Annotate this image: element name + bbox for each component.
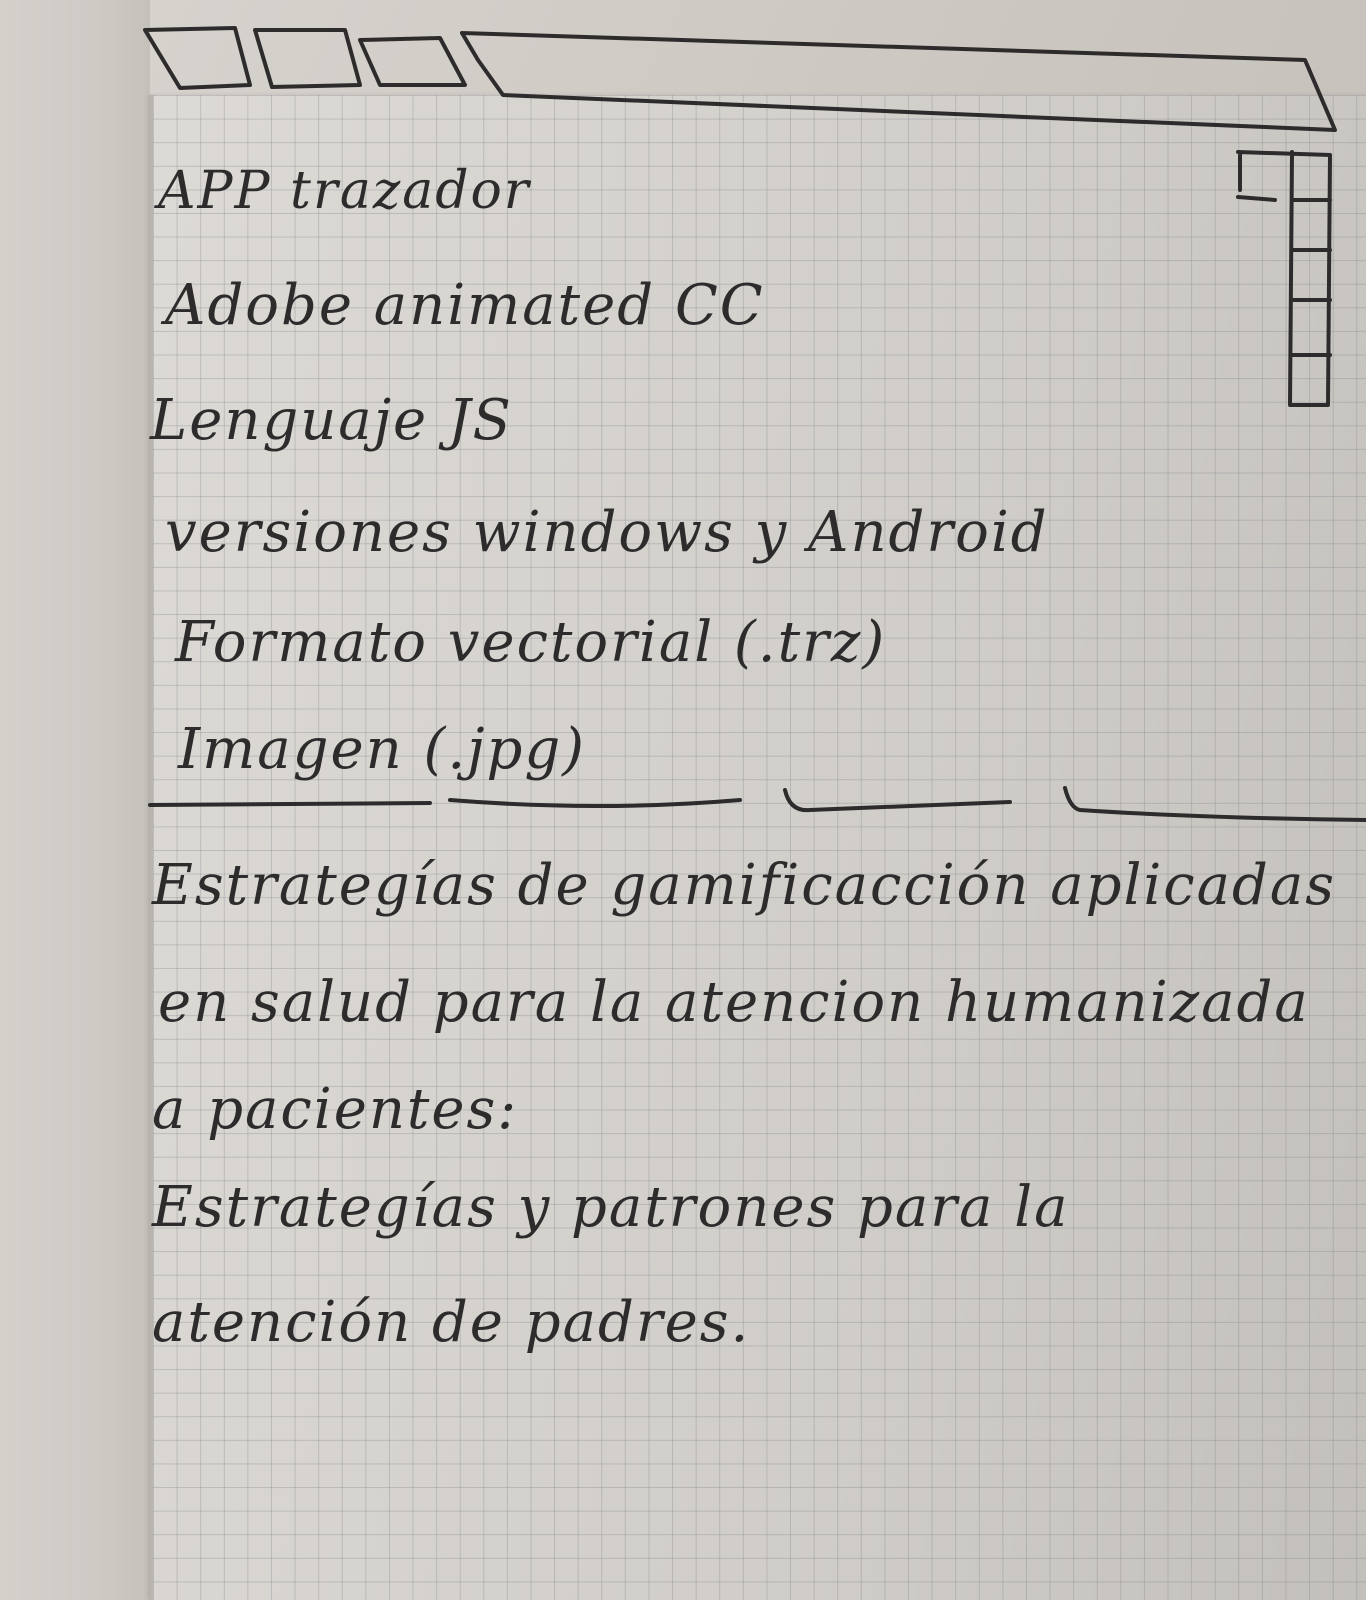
- sketch-tab-1: [145, 28, 250, 88]
- strategies-line-2: atención de padres.: [152, 1290, 751, 1355]
- sketch-tab-3: [360, 38, 465, 85]
- strategies-line-1: Estrategías y patrones para la: [152, 1175, 1070, 1240]
- section-heading-line-2: en salud para la atencion humanizada: [158, 970, 1310, 1035]
- app-info-line-6: Imagen (.jpg): [178, 717, 587, 782]
- sketch-title-bar: [462, 33, 1335, 130]
- app-info-line-2: Adobe animated CC: [165, 273, 765, 338]
- sketch-scrollbar: [1238, 152, 1330, 405]
- app-info-line-5: Formato vectorial (.trz): [175, 610, 887, 675]
- app-info-line-4: versiones windows y Android: [165, 500, 1049, 565]
- section-heading-line-1: Estrategías de gamificacción aplicadas: [152, 853, 1337, 918]
- sketch-divider: [150, 788, 1366, 820]
- app-info-line-3: Lenguaje JS: [150, 388, 513, 453]
- app-info-line-1: APP trazador: [158, 161, 531, 221]
- sketch-tab-2: [255, 30, 360, 87]
- section-heading-line-3: a pacientes:: [152, 1077, 519, 1142]
